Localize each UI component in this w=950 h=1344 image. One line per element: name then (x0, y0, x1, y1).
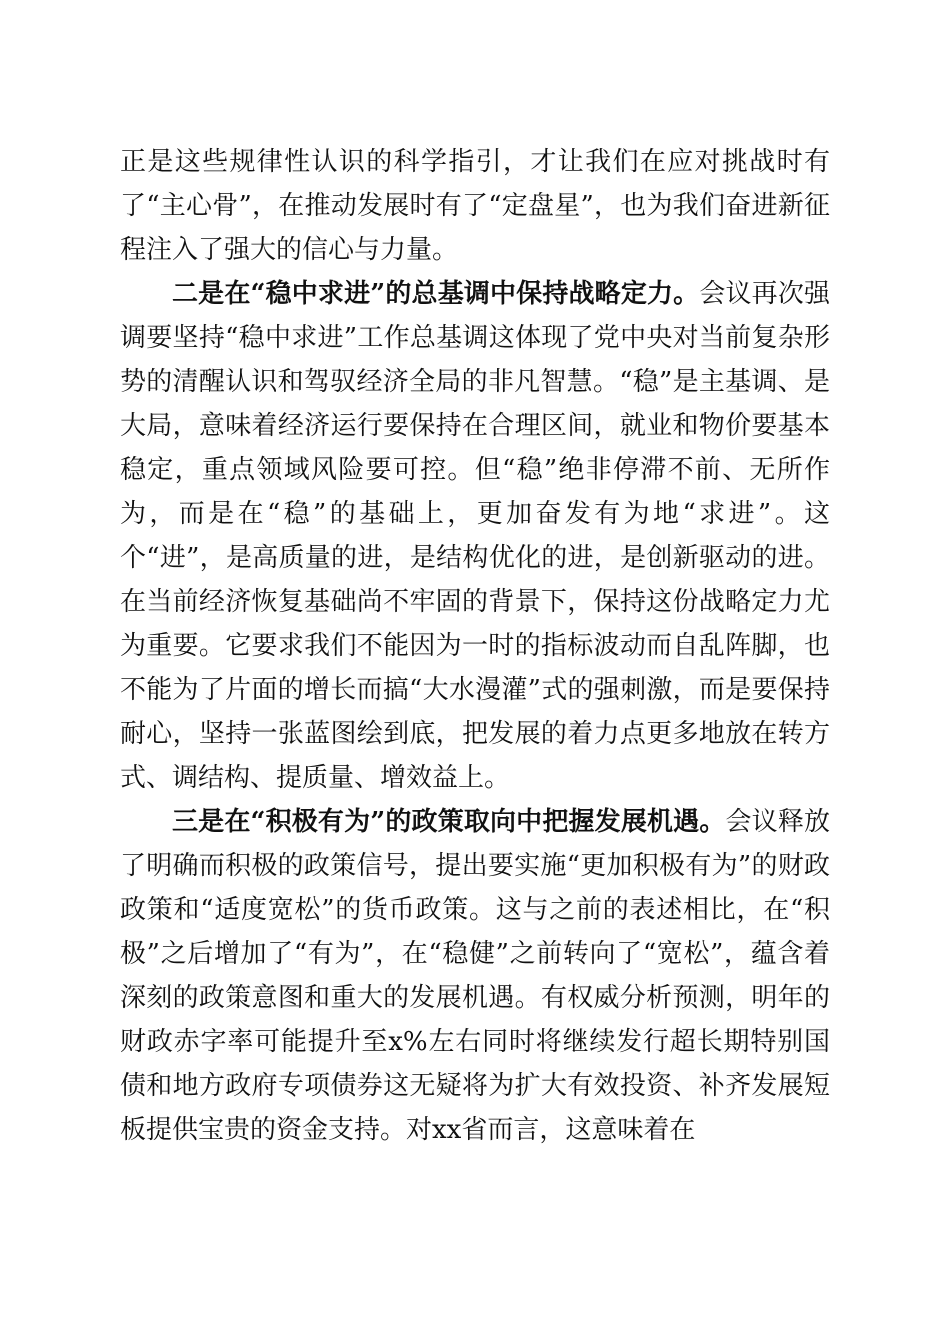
paragraph-3-lead: 三是在“积极有为”的政策取向中把握发展机遇。 (172, 807, 726, 837)
document-page (120, 140, 830, 1152)
paragraph-2-body: 会议再次强调要坚持“稳中求进”工作总基调这体现了党中央对当前复杂形势的清醒认识和驾驭经济全局的非凡智慧。“稳”是主基调、是大局，意味着经济运行要保持在合理区间，就业和物价要基本稳定，重点领域风险要可控。但“稳”绝非停滞不前、无所作为，而是在“稳”的基础上，更加奋发有为地“求进”。这个“进”，是高质量的进，是结构优化的进，是创新驱动的进。在当前经济恢复基础尚不牢固的背景下，保持这份战略定力尤为重要。它要求我们不能因为一时的指标波动而自乱阵脚，也不能为了片面的增长而搞“大水漫灌”式的强刺激，而是要保持耐心，坚持一张蓝图绘到底，把发展的着力点更多地放在转方式、调结构、提质量、增效益上。 (120, 279, 830, 793)
paragraph-3-body: 会议释放了明确而积极的政策信号，提出要实施“更加积极有为”的财政政策和“适度宽松”的货币政策。这与之前的表述相比，在“积极”之后增加了“有为”，在“稳健”之前转向了“宽松”，蕴含着深刻的政策意图和重大的发展机遇。有权威分析预测，明年的财政赤字率可能提升至x%左右同时将继续发行超长期特别国债和地方政府专项债券这无疑将为扩大有效投资、补齐发展短板提供宝贵的资金支持。对xx省而言，这意味着在 (120, 807, 830, 1145)
paragraph-2-lead: 二是在“稳中求进”的总基调中保持战略定力。 (172, 279, 700, 309)
paragraph-1 (120, 140, 830, 272)
paragraph-2 (120, 272, 830, 800)
paragraph-1-body: 正是这些规律性认识的科学指引，才让我们在应对挑战时有了“主心骨”，在推动发展时有了“定盘星”，也为我们奋进新征程注入了强大的信心与力量。 (120, 147, 830, 265)
paragraph-3 (120, 800, 830, 1152)
